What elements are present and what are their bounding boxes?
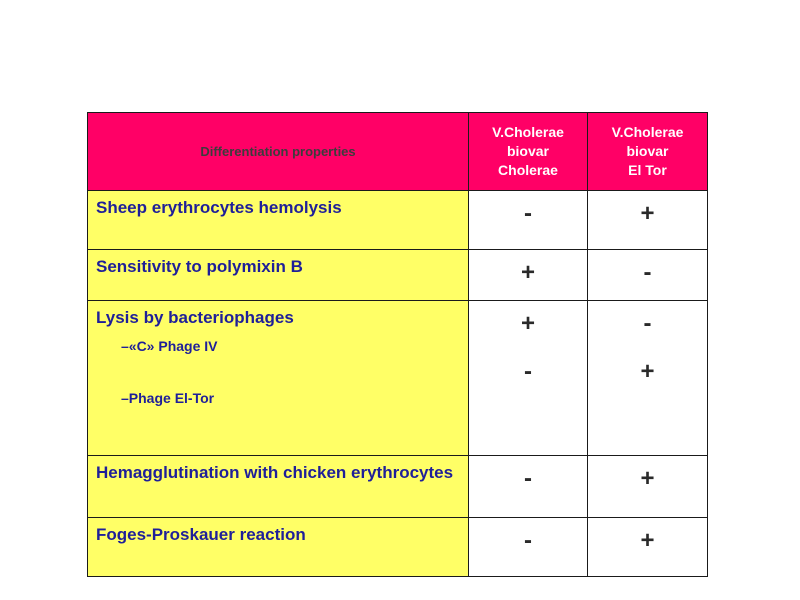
header-biovar-cholerae	[469, 113, 588, 191]
table-row	[88, 191, 708, 250]
value-eltor: +	[588, 456, 708, 518]
table-header-row	[88, 113, 708, 191]
property-cell: Foges-Proskauer reaction	[88, 518, 469, 577]
value-cholerae: +	[469, 250, 588, 301]
table-row	[88, 250, 708, 301]
value-cholerae: -	[469, 518, 588, 577]
header-line: El Tor	[628, 162, 667, 178]
table-row	[88, 301, 708, 456]
header-differentiation-properties: Differentiation properties	[88, 113, 469, 191]
header-line: V.Cholerae	[492, 124, 564, 140]
value-eltor: -	[588, 250, 708, 301]
subitem-c-phage-iv: –«C» Phage IV	[121, 338, 218, 354]
header-line: V.Cholerae	[611, 124, 684, 140]
table-row	[88, 518, 708, 577]
value-phage-el-tor: +	[640, 358, 655, 385]
property-cell: Sheep erythrocytes hemolysis	[88, 191, 469, 250]
header-line: biovar	[626, 143, 669, 159]
table-row	[88, 456, 708, 518]
value-cholerae: -	[469, 191, 588, 250]
value-cholerae	[469, 301, 588, 456]
value-eltor: +	[588, 191, 708, 250]
header-line: biovar	[506, 143, 549, 159]
value-phage-iv: +	[520, 310, 535, 337]
value-phage-iv: -	[643, 310, 652, 337]
value-eltor: +	[588, 518, 708, 577]
property-cell: Sensitivity to polymixin B	[88, 250, 469, 301]
differentiation-table	[87, 112, 708, 577]
value-phage-el-tor: -	[524, 358, 532, 385]
property-cell: Hemagglutination with chicken erythrocytes	[88, 456, 469, 518]
property-label: Lysis by bacteriophages	[96, 308, 294, 327]
value-eltor	[588, 301, 708, 456]
header-line: Cholerae	[498, 162, 558, 178]
property-cell	[88, 301, 469, 456]
header-biovar-eltor	[588, 113, 708, 191]
subitem-phage-el-tor: –Phage El-Tor	[121, 390, 215, 406]
value-cholerae: -	[469, 456, 588, 518]
